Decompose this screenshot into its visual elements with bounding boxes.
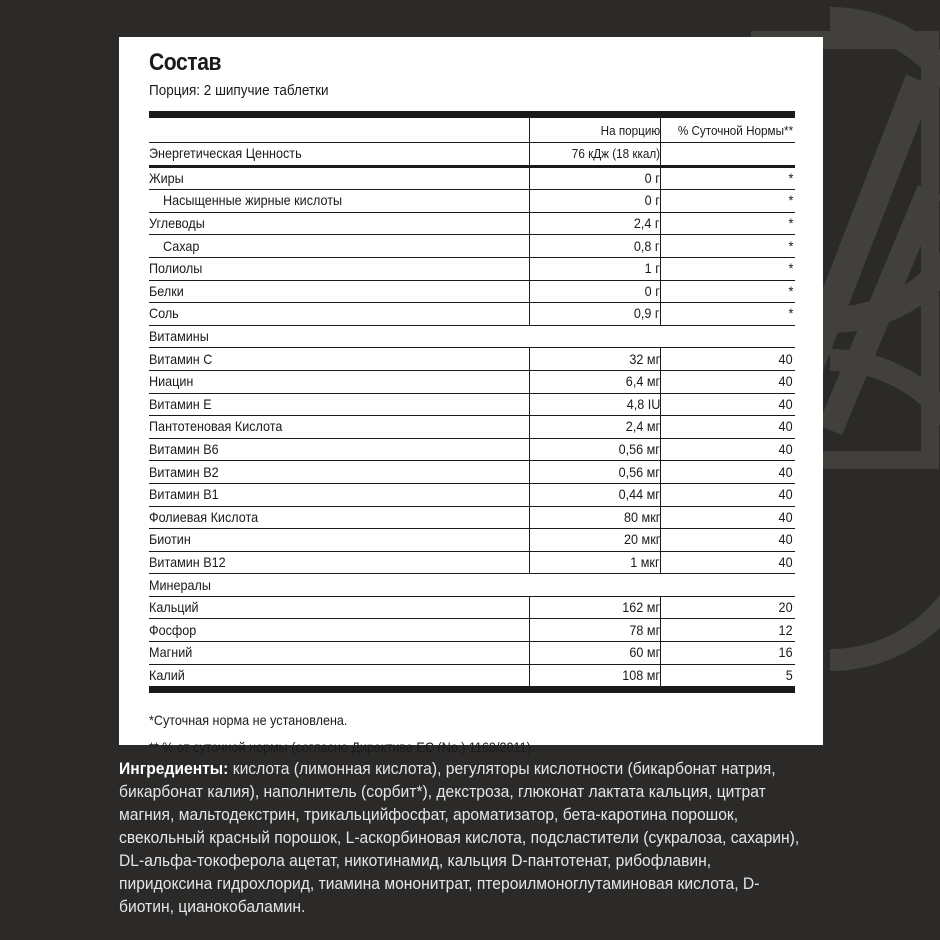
- table-row: [149, 596, 795, 619]
- nutrient-daily-value: [660, 325, 795, 348]
- table-row: [149, 325, 795, 348]
- nutrient-daily-value: *: [660, 190, 795, 213]
- nutrient-daily-value: *: [660, 235, 795, 258]
- footnote-eu-directive: ** % от суточной нормы (согласно Директиве ЕС (No.) 1169/2011).: [149, 739, 535, 756]
- header-per-serving: На порцию: [530, 118, 660, 143]
- table-row: [149, 642, 795, 665]
- table-row: [149, 303, 795, 326]
- nutrient-name: Энергетическая Ценность: [149, 143, 530, 167]
- nutrition-label-panel: [119, 37, 823, 756]
- table-row: [149, 280, 795, 303]
- table-row: [149, 664, 795, 690]
- nutrient-daily-value: 40: [660, 551, 795, 574]
- ingredients-paragraph: [119, 757, 800, 918]
- nutrient-daily-value: *: [660, 212, 795, 235]
- nutrient-daily-value: [660, 574, 795, 597]
- nutrient-daily-value: 40: [660, 438, 795, 461]
- nutrient-amount: 0,56 мг: [530, 461, 660, 484]
- nutrient-daily-value: *: [660, 303, 795, 326]
- nutrient-amount: 1 мкг: [530, 551, 660, 574]
- ingredients-label: Ингредиенты:: [119, 759, 229, 778]
- ingredients-text: кислота (лимонная кислота), регуляторы кислотности (бикарбонат натрия, бикарбонат калия), наполнитель (сорбит*), декстроза, глюконат лактата кальция, цитрат магния, мальтодекстрин, трикальцийфосфат, ароматизатор, бета-каротина порошок, свекольный красный порошок, L-аскорбиновая кислота, подсластители (сукралоза, сахарин), DL-альфа-токоферола ацетат, никотинамид, кальция D-пантотенат, рибофлавин, пиридоксина гидрохлорид, тиамина мононитрат, птероилмоноглутаминовая кислота, D-биотин, цианокобаламин.: [119, 759, 800, 916]
- nutrient-daily-value: 40: [660, 348, 795, 371]
- table-row: [149, 393, 795, 416]
- nutrient-daily-value: *: [660, 166, 795, 190]
- nutrient-amount: 4,8 IU: [530, 393, 660, 416]
- nutrient-daily-value: [660, 143, 795, 167]
- nutrient-amount: [530, 325, 660, 348]
- nutrient-amount: [530, 574, 660, 597]
- nutrient-amount: 80 мкг: [530, 506, 660, 529]
- header-empty: [149, 118, 530, 143]
- table-row: [149, 257, 795, 280]
- table-row: [149, 370, 795, 393]
- nutrient-daily-value: *: [660, 280, 795, 303]
- nutrient-name: Магний: [149, 642, 530, 665]
- table-row: [149, 212, 795, 235]
- nutrient-amount: 32 мг: [530, 348, 660, 371]
- nutrient-name: Насыщенные жирные кислоты: [149, 190, 530, 213]
- nutrient-daily-value: 40: [660, 529, 795, 552]
- nutrient-name: Биотин: [149, 529, 530, 552]
- table-row: [149, 574, 795, 597]
- nutrient-amount: 78 мг: [530, 619, 660, 642]
- nutrient-amount: 0 г: [530, 280, 660, 303]
- nutrient-amount: 76 кДж (18 ккал): [530, 143, 660, 167]
- nutrient-name: Фолиевая Кислота: [149, 506, 530, 529]
- table-row: [149, 619, 795, 642]
- nutrient-name: Витамин В12: [149, 551, 530, 574]
- nutrient-amount: 0,8 г: [530, 235, 660, 258]
- table-row: [149, 529, 795, 552]
- nutrient-name: Углеводы: [149, 212, 530, 235]
- nutrient-amount: 0,44 мг: [530, 483, 660, 506]
- nutrient-amount: 60 мг: [530, 642, 660, 665]
- nutrient-name: Витамин В2: [149, 461, 530, 484]
- serving-size: Порция: 2 шипучие таблетки: [149, 82, 329, 99]
- table-row: [149, 416, 795, 439]
- nutrient-amount: 2,4 мг: [530, 416, 660, 439]
- nutrient-name: Витамины: [149, 325, 530, 348]
- nutrient-daily-value: 20: [660, 596, 795, 619]
- table-row: [149, 551, 795, 574]
- nutrient-daily-value: 16: [660, 642, 795, 665]
- thick-divider: [149, 111, 795, 118]
- nutrient-name: Кальций: [149, 596, 530, 619]
- nutrient-name: Витамин Е: [149, 393, 530, 416]
- nutrient-amount: 1 г: [530, 257, 660, 280]
- nutrient-daily-value: 40: [660, 416, 795, 439]
- table-row: [149, 235, 795, 258]
- nutrient-amount: 2,4 г: [530, 212, 660, 235]
- table-row: [149, 348, 795, 371]
- table-row: [149, 190, 795, 213]
- nutrient-amount: 162 мг: [530, 596, 660, 619]
- nutrient-name: Ниацин: [149, 370, 530, 393]
- table-row: [149, 166, 795, 190]
- nutrient-daily-value: 5: [660, 664, 795, 690]
- nutrition-table: [149, 118, 795, 693]
- nutrient-amount: 20 мкг: [530, 529, 660, 552]
- nutrient-name: Пантотеновая Кислота: [149, 416, 530, 439]
- nutrient-daily-value: 40: [660, 461, 795, 484]
- nutrient-name: Полиолы: [149, 257, 530, 280]
- nutrient-daily-value: 40: [660, 506, 795, 529]
- nutrient-daily-value: 40: [660, 370, 795, 393]
- nutrient-name: Витамин В6: [149, 438, 530, 461]
- footnote-no-daily-norm: *Суточная норма не установлена.: [149, 712, 348, 729]
- nutrient-amount: 0 г: [530, 166, 660, 190]
- table-row: [149, 461, 795, 484]
- nutrient-amount: 108 мг: [530, 664, 660, 690]
- nutrient-name: Калий: [149, 664, 530, 690]
- nutrient-amount: 0,56 мг: [530, 438, 660, 461]
- table-row: [149, 143, 795, 167]
- nutrient-name: Фосфор: [149, 619, 530, 642]
- nutrient-daily-value: 40: [660, 483, 795, 506]
- nutrient-name: Минералы: [149, 574, 530, 597]
- table-row: [149, 506, 795, 529]
- nutrient-amount: 0,9 г: [530, 303, 660, 326]
- table-row: [149, 438, 795, 461]
- header-daily-value: % Суточной Нормы**: [660, 118, 795, 143]
- table-header-row: [149, 118, 795, 143]
- nutrient-daily-value: 12: [660, 619, 795, 642]
- nutrient-name: Жиры: [149, 166, 530, 190]
- label-title: Состав: [149, 49, 222, 76]
- nutrient-amount: 0 г: [530, 190, 660, 213]
- nutrient-name: Соль: [149, 303, 530, 326]
- table-row: [149, 483, 795, 506]
- nutrient-name: Витамин С: [149, 348, 530, 371]
- nutrient-amount: 6,4 мг: [530, 370, 660, 393]
- nutrient-name: Сахар: [149, 235, 530, 258]
- nutrient-daily-value: *: [660, 257, 795, 280]
- nutrient-name: Белки: [149, 280, 530, 303]
- nutrient-name: Витамин В1: [149, 483, 530, 506]
- nutrient-daily-value: 40: [660, 393, 795, 416]
